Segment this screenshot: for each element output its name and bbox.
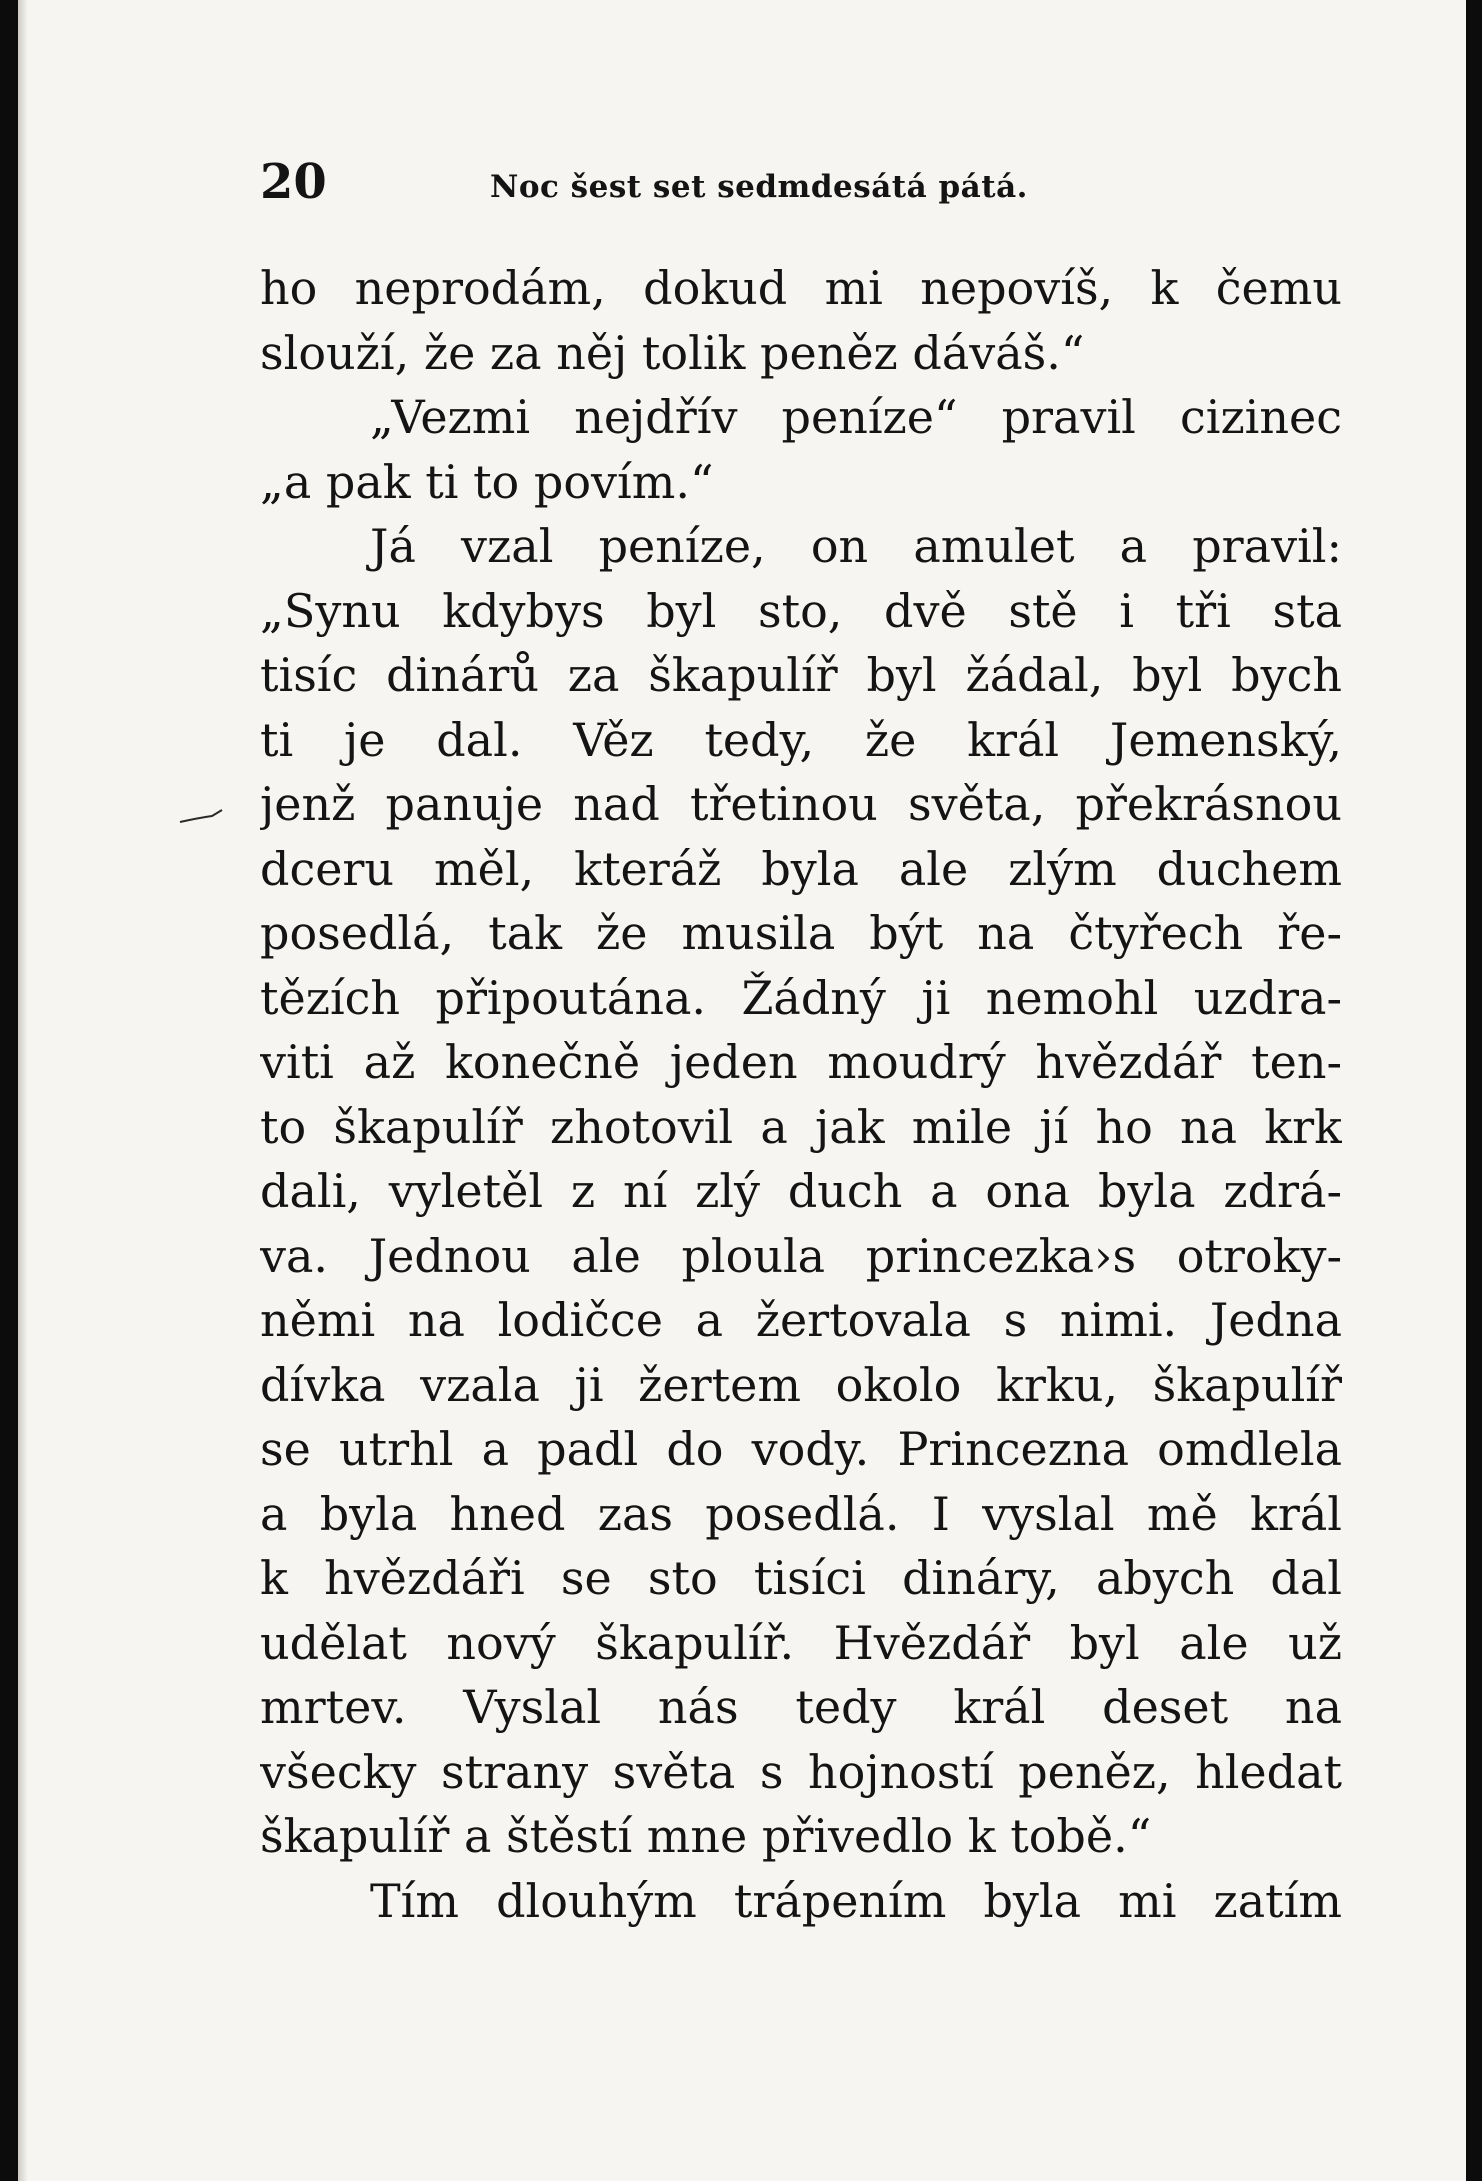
text-line: tisíc dinárů za škapulíř byl žádal, byl bych	[260, 648, 1342, 702]
text-line: „Synu kdybys byl sto, dvě stě i tři sta	[260, 583, 1342, 638]
text-line: k hvězdáři se sto tisíci dináry, abych dal	[260, 1551, 1342, 1605]
running-head: Noc šest set sedmdesátá pátá.	[490, 169, 1028, 205]
text-line: ho neprodám, dokud mi nepovíš, k čemu	[260, 261, 1342, 315]
text-line: „a pak ti to povím.“	[260, 454, 714, 509]
scan-border	[1466, 0, 1482, 2181]
text-line: jenž panuje nad třetinou světa, překrásnou	[260, 777, 1342, 831]
text-line: ti je dal. Věz tedy, že král Jemenský,	[260, 712, 1342, 767]
text-line: slouží, že za něj tolik peněz dáváš.“	[260, 325, 1085, 380]
text-line: Tím dlouhým trápením byla mi zatím	[370, 1873, 1342, 1928]
text-line: to škapulíř zhotovil a jak mile jí ho na krk	[260, 1099, 1342, 1154]
text-line: tězích připoutána. Žádný ji nemohl uzdra-	[260, 970, 1342, 1025]
text-line: se utrhl a padl do vody. Princezna omdlela	[260, 1422, 1342, 1476]
text-line: posedlá, tak že musila být na čtyřech ře-	[260, 906, 1342, 960]
text-line: viti až konečně jeden moudrý hvězdář ten-	[260, 1035, 1342, 1089]
text-line: udělat nový škapulíř. Hvězdář byl ale už	[260, 1615, 1342, 1670]
text-line: dívka vzala ji žertem okolo krku, škapulíř	[260, 1357, 1342, 1412]
pencil-mark-icon	[178, 808, 226, 828]
text-line: všecky strany světa s hojností peněz, hledat	[260, 1744, 1342, 1799]
text-line: škapulíř a štěstí mne přivedlo k tobě.“	[260, 1809, 1152, 1863]
text-line: dceru měl, kteráž byla ale zlým duchem	[260, 841, 1342, 896]
body-text	[260, 256, 1342, 1933]
text-line: němi na lodičce a žertovala s nimi. Jedna	[260, 1293, 1342, 1347]
page-number: 20	[260, 154, 327, 210]
text-line: va. Jednou ale ploula princezka›s otroky-	[260, 1228, 1342, 1283]
text-line: mrtev. Vyslal nás tedy král deset na	[260, 1680, 1342, 1734]
text-line: a byla hned zas posedlá. I vyslal mě král	[260, 1486, 1342, 1541]
page-header	[240, 152, 1380, 212]
text-line: „Vezmi nejdřív peníze“ pravil cizinec	[370, 390, 1342, 444]
text-line: Já vzal peníze, on amulet a pravil:	[370, 519, 1342, 573]
text-line: dali, vyletěl z ní zlý duch a ona byla zdrá-	[260, 1164, 1342, 1218]
book-page	[18, 0, 1466, 2181]
